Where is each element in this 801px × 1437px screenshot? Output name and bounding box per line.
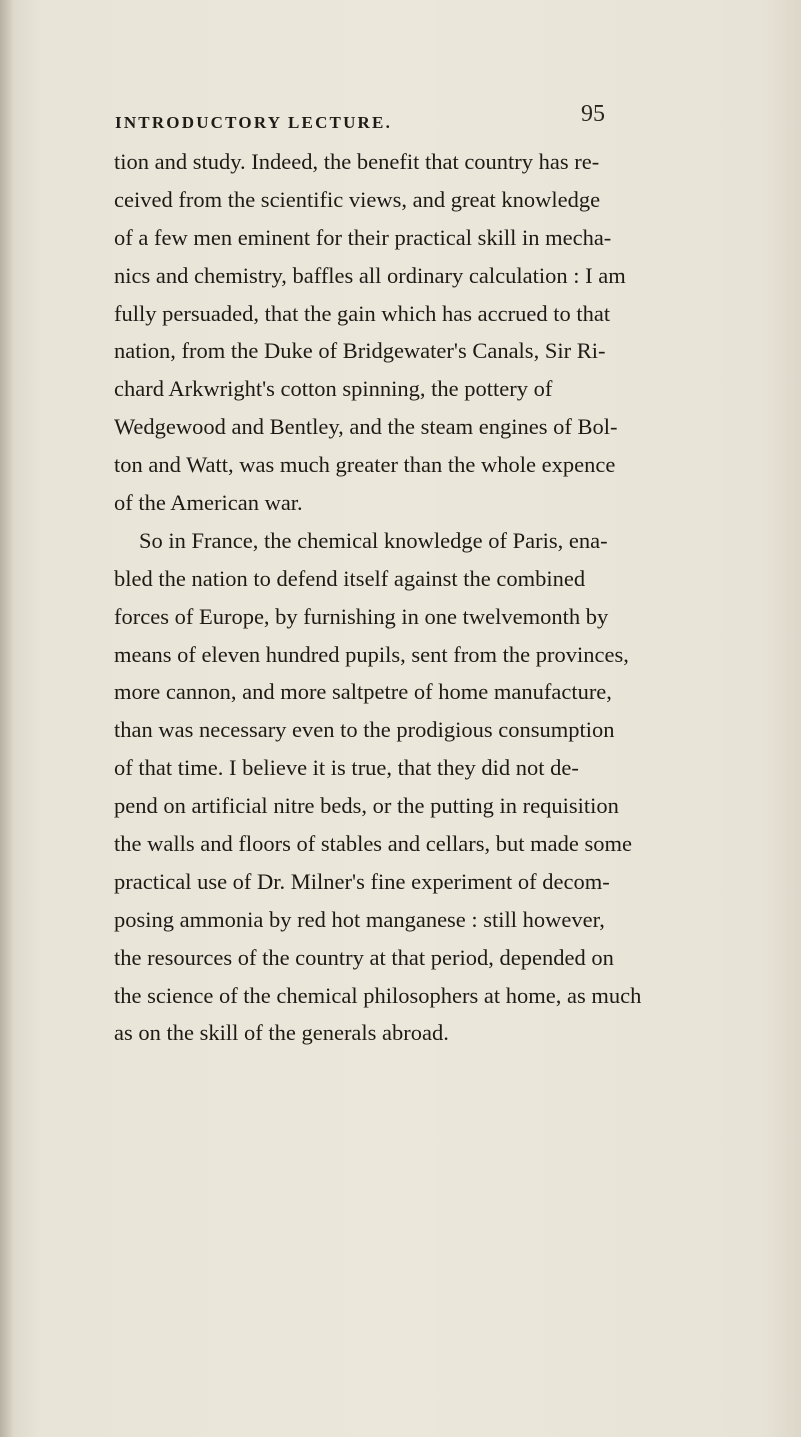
text-line: the science of the chemical philosophers at home, as much bbox=[114, 982, 642, 1008]
text-line: Wedgewood and Bentley, and the steam engines of Bol- bbox=[114, 414, 618, 440]
text-line: nation, from the Duke of Bridgewater's Canals, Sir Ri- bbox=[114, 338, 606, 364]
text-line: fully persuaded, that the gain which has accrued to that bbox=[114, 300, 611, 326]
text-line: chard Arkwright's cotton spinning, the pottery of bbox=[114, 376, 553, 402]
text-line: as on the skill of the generals abroad. bbox=[114, 1020, 449, 1046]
text-line: ceived from the scientific views, and great knowledge bbox=[114, 186, 601, 212]
text-line: posing ammonia by red hot manganese : still however, bbox=[114, 906, 605, 932]
text-line: than was necessary even to the prodigious consumption bbox=[114, 717, 615, 743]
text-line: the resources of the country at that period, depended on bbox=[114, 944, 614, 970]
page-number: 95 bbox=[581, 101, 605, 127]
text-line: of a few men eminent for their practical skill in mecha- bbox=[114, 224, 612, 250]
text-line: means of eleven hundred pupils, sent from the provinces, bbox=[114, 641, 629, 667]
text-line: pend on artificial nitre beds, or the putting in requisition bbox=[114, 793, 619, 819]
text-line: of the American war. bbox=[114, 490, 303, 516]
text-line: of that time. I believe it is true, that they did not de- bbox=[114, 755, 579, 781]
page-header bbox=[115, 95, 635, 135]
text-line: tion and study. Indeed, the benefit that country has re- bbox=[114, 149, 600, 174]
paragraph-start-line: So in France, the chemical knowledge of Paris, ena- bbox=[139, 527, 608, 553]
text-line: nics and chemistry, baffles all ordinary calculation : I am bbox=[114, 262, 626, 288]
text-line: ton and Watt, was much greater than the whole expence bbox=[114, 452, 616, 478]
text-line: the walls and floors of stables and cellars, but made some bbox=[114, 831, 632, 857]
running-head: INTRODUCTORY LECTURE. bbox=[115, 113, 393, 132]
text-line: practical use of Dr. Milner's fine experiment of decom- bbox=[114, 868, 610, 894]
text-line: more cannon, and more saltpetre of home manufacture, bbox=[114, 679, 612, 705]
text-line: bled the nation to defend itself against the combined bbox=[114, 565, 586, 591]
text-line: forces of Europe, by furnishing in one twelvemonth by bbox=[114, 603, 609, 629]
body-text bbox=[114, 143, 714, 1052]
page-gutter-shadow bbox=[0, 0, 14, 1437]
